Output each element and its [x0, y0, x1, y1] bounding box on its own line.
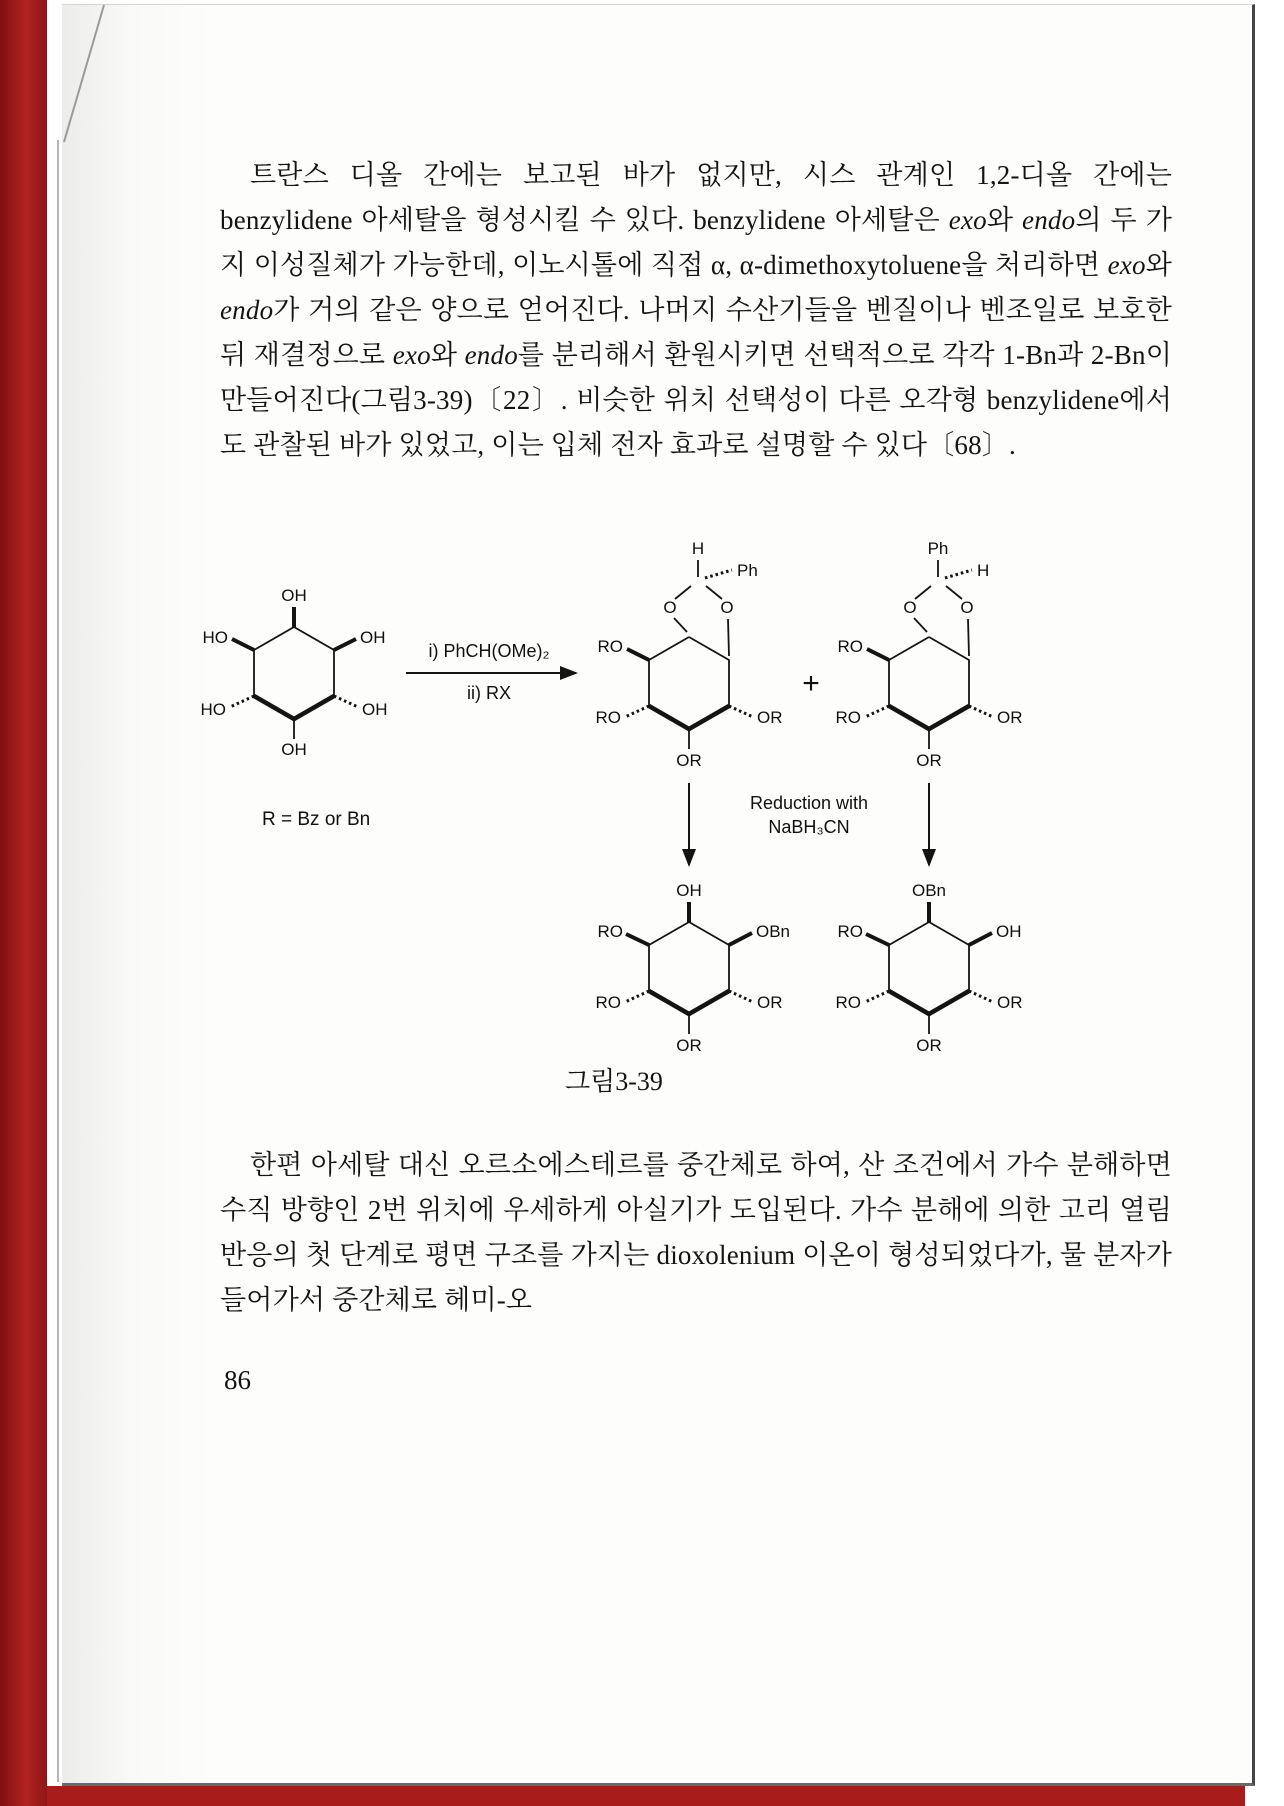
label-ph-apex: Ph — [737, 561, 758, 580]
structure-exo-acetal — [596, 539, 783, 770]
label-or-bottom: OR — [676, 751, 702, 770]
label-o-left: O — [663, 598, 677, 617]
label-ro-upper-left: RO — [837, 922, 863, 941]
label-ho-lower-left: HO — [200, 700, 226, 719]
reduction-condition-line1: Reduction with — [749, 793, 869, 813]
reaction-scheme — [174, 533, 1174, 1093]
figure-caption: 그림3-39 — [565, 1067, 663, 1096]
label-ro-lower-left: RO — [835, 993, 861, 1012]
label-ro-lower-left: RO — [595, 708, 621, 727]
reduction-arrows — [689, 783, 929, 865]
plus-sign: + — [802, 667, 820, 700]
paragraph-2: 한편 아세탈 대신 오르소에스테르를 중간체로 하여, 산 조건에서 가수 분해하면 수직 방향인 2번 위치에 우세하게 아실기가 도입된다. 가수 분해에 의한 고리 열림 반응의 첫 단계로 평면 구조를 가지는 dioxolenium 이온이 형성되었다가, 물 분자가 들어가서 중간체로 헤미-오 — [220, 1150, 1172, 1315]
book-cover-bottom-edge — [47, 1786, 1245, 1806]
label-oh-top: OH — [676, 881, 702, 900]
condition-step2: ii) RX — [467, 683, 511, 703]
label-or-bottom: OR — [916, 1036, 942, 1055]
label-ro-upper-left: RO — [597, 637, 623, 656]
reaction-arrow — [406, 641, 576, 703]
structure-product-1bn — [596, 881, 791, 1055]
structure-inositol — [201, 586, 388, 759]
label-o-right: O — [960, 598, 974, 617]
page-number: 86 — [224, 1365, 251, 1395]
structure-product-2bn — [836, 881, 1023, 1055]
label-oh-upper-right: OH — [360, 628, 386, 647]
label-ro-lower-left: RO — [595, 993, 621, 1012]
label-h-apex: H — [977, 561, 990, 580]
label-oh-lower-right: OH — [362, 700, 388, 719]
r-definition: R = Bz or Bn — [262, 809, 371, 830]
label-or-lower-right: OR — [757, 708, 783, 727]
paragraph-1: 트란스 디올 간에는 보고된 바가 없지만, 시스 관계인 1,2-디올 간에는 benzylidene 아세탈을 형성시킬 수 있다. benzylidene 아세탈은 exo와 endo의 두 가지 이성질체가 가능한데, 이노시톨에 직접 α, α-dimethoxytoluene을 처리하면 exo와 endo가 거의 같은 양으로 얻어진다. 나머지 수산기들을 벤질이나 벤조일로 보호한 뒤 재결정으로 exo와 endo를 분리해서 환원시키면 선택적으로 각각 1-Bn과 2-Bn이 만들어진다(그림3-39)〔22〕. 비슷한 위치 선택성이 다른 오각형 benzylidene에서도 관찰된 바가 있었고, 이는 입체 전자 효과로 설명할 수 있다〔68〕. — [220, 160, 1172, 460]
label-o-left: O — [903, 598, 917, 617]
label-ro-lower-left: RO — [835, 708, 861, 727]
label-obn-top: OBn — [911, 881, 947, 900]
label-o-right: O — [720, 598, 734, 617]
label-h-apex: H — [691, 539, 705, 558]
label-ho-upper-left: HO — [202, 628, 228, 647]
condition-step1: i) PhCH(OMe)₂ — [428, 641, 550, 661]
label-or-lower-right: OR — [997, 993, 1023, 1012]
book-spine — [0, 0, 47, 1806]
label-oh-bottom: OH — [281, 740, 307, 759]
label-ro-upper-left: RO — [597, 922, 623, 941]
label-or-lower-right: OR — [997, 708, 1023, 727]
label-oh-upper-right: OH — [996, 922, 1022, 941]
structure-endo-acetal — [836, 539, 1023, 770]
label-ro-upper-left: RO — [837, 637, 863, 656]
label-or-lower-right: OR — [757, 993, 783, 1012]
reduction-condition-line2: NaBH₃CN — [768, 817, 850, 837]
label-obn-upper-right: OBn — [756, 922, 791, 941]
book-page — [62, 4, 1255, 1786]
label-ph-apex: Ph — [927, 539, 949, 558]
label-oh-top: OH — [281, 586, 307, 605]
label-or-bottom: OR — [676, 1036, 702, 1055]
label-or-bottom: OR — [916, 751, 942, 770]
